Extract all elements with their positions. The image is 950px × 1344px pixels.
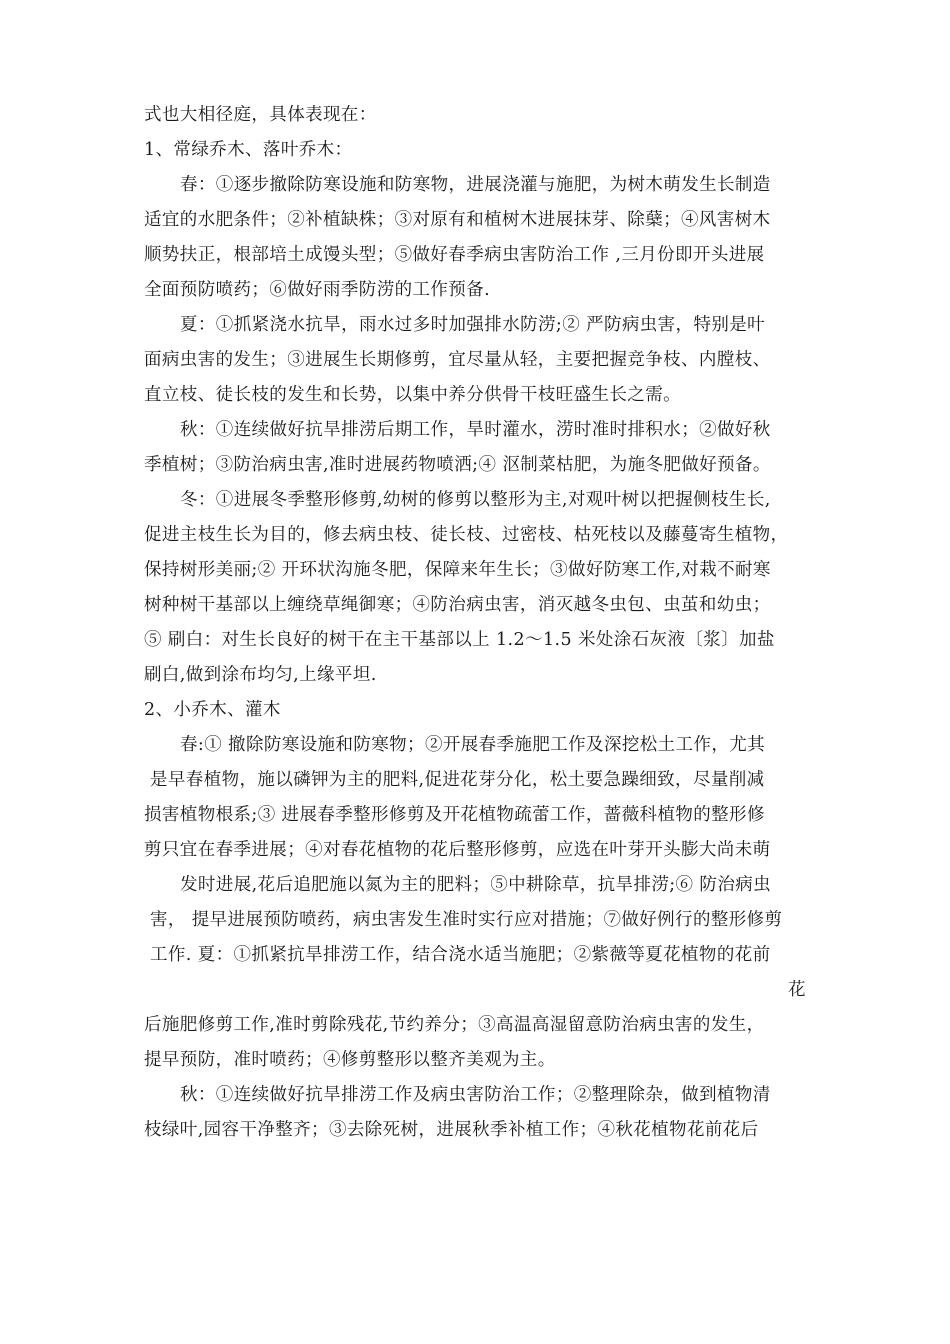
- text-line: 季植树；③防治病虫害,准时进展药物喷洒;④ 沤制菜枯肥，为施冬肥做好预备。: [144, 455, 771, 475]
- text-line: 提早预防，准时喷药；④修剪整形以整齐美观为主。: [144, 1050, 556, 1070]
- text-line: 式也大相径庭，具体表现在：: [144, 105, 377, 125]
- text-line: 保持树形美丽;② 开环状沟施冬肥，保障来年生长；③做好防寒工作,对栽不耐寒: [144, 560, 771, 580]
- section-heading: 2、小乔木、灌木: [144, 700, 281, 720]
- text-line: 顺势扶正，根部培土成馒头型；⑤做好春季病虫害防治工作 ,三月份即开头进展: [144, 245, 765, 265]
- text-line: 面病虫害的发生；③进展生长期修剪，宜尽量从轻，主要把握竞争枝、内膛枝、: [144, 350, 771, 370]
- text-line: 适宜的水肥条件；②补植缺株；③对原有和植树木进展抹芽、除蘖；④风害树木: [144, 210, 771, 230]
- text-line: 夏：①抓紧浇水抗旱，雨水过多时加强排水防涝;② 严防病虫害，特别是叶: [180, 315, 766, 335]
- text-line: 损害植物根系;③ 进展春季整形修剪及开花植物疏蕾工作，蔷薇科植物的整形修: [144, 805, 765, 825]
- text-line: 发时进展,花后追肥施以氮为主的肥料；⑤中耕除草，抗旱排涝;⑥ 防治病虫: [180, 875, 772, 895]
- text-line: 冬：①进展冬季整形修剪,幼树的修剪以整形为主,对观叶树以把握侧枝生长,: [180, 490, 771, 510]
- text-line: 秋：①连续做好抗旱排涝后期工作，旱时灌水，涝时准时排积水；②做好秋: [180, 420, 771, 440]
- text-line: 是早春植物，施以磷钾为主的肥料,促进花芽分化，松土要急躁细致，尽量削减: [150, 770, 765, 790]
- text-line: 害， 提早进展预防喷药，病虫害发生准时实行应对措施；⑦做好例行的整形修剪: [150, 910, 783, 930]
- text-line: 工作. 夏：①抓紧抗旱排涝工作，结合浇水适当施肥；②紫薇等夏花植物的花前: [150, 945, 771, 965]
- text-line: 春:① 撤除防寒设施和防寒物；②开展春季施肥工作及深挖松土工作，尤其: [180, 735, 766, 755]
- text-line: 后施肥修剪工作,准时剪除残花,节约养分；③高温高湿留意防治病虫害的发生，: [144, 1015, 765, 1035]
- section-heading: 1、常绿乔木、落叶乔木：: [144, 140, 353, 160]
- text-line: 春：①逐步撤除防寒设施和防寒物，进展浇灌与施肥，为树木萌发生长制造: [180, 175, 771, 195]
- text-line: 直立枝、徒长枝的发生和长势，以集中养分供骨干枝旺盛生长之需。: [144, 385, 681, 405]
- text-line: 刷白,做到涂布均匀,上缘平坦.: [144, 665, 377, 685]
- text-line: 枝绿叶,园容干净整齐；③去除死树，进展秋季补植工作；④秋花植物花前花后: [144, 1120, 759, 1140]
- text-line: 促进主枝生长为目的，修去病虫枝、徒长枝、过密枝、枯死枝以及藤蔓寄生植物，: [144, 525, 789, 545]
- text-line: 秋：①连续做好抗旱排涝工作及病虫害防治工作；②整理除杂，做到植物清: [180, 1085, 771, 1105]
- text-line: 全面预防喷药；⑥做好雨季防涝的工作预备.: [144, 280, 491, 300]
- text-line: 剪只宜在春季进展；④对春花植物的花后整形修剪，应选在叶芽开头膨大尚未萌: [144, 840, 771, 860]
- text-line: 树种树干基部以上缠绕草绳御寒；④防治病虫害，消灭越冬虫包、虫茧和幼虫；: [144, 595, 771, 615]
- text-line: ⑤ 刷白：对生长良好的树干在主干基部以上 1.2～1.5 米处涂石灰液〔浆〕加盐: [144, 630, 775, 650]
- text-line: 花: [788, 980, 806, 1000]
